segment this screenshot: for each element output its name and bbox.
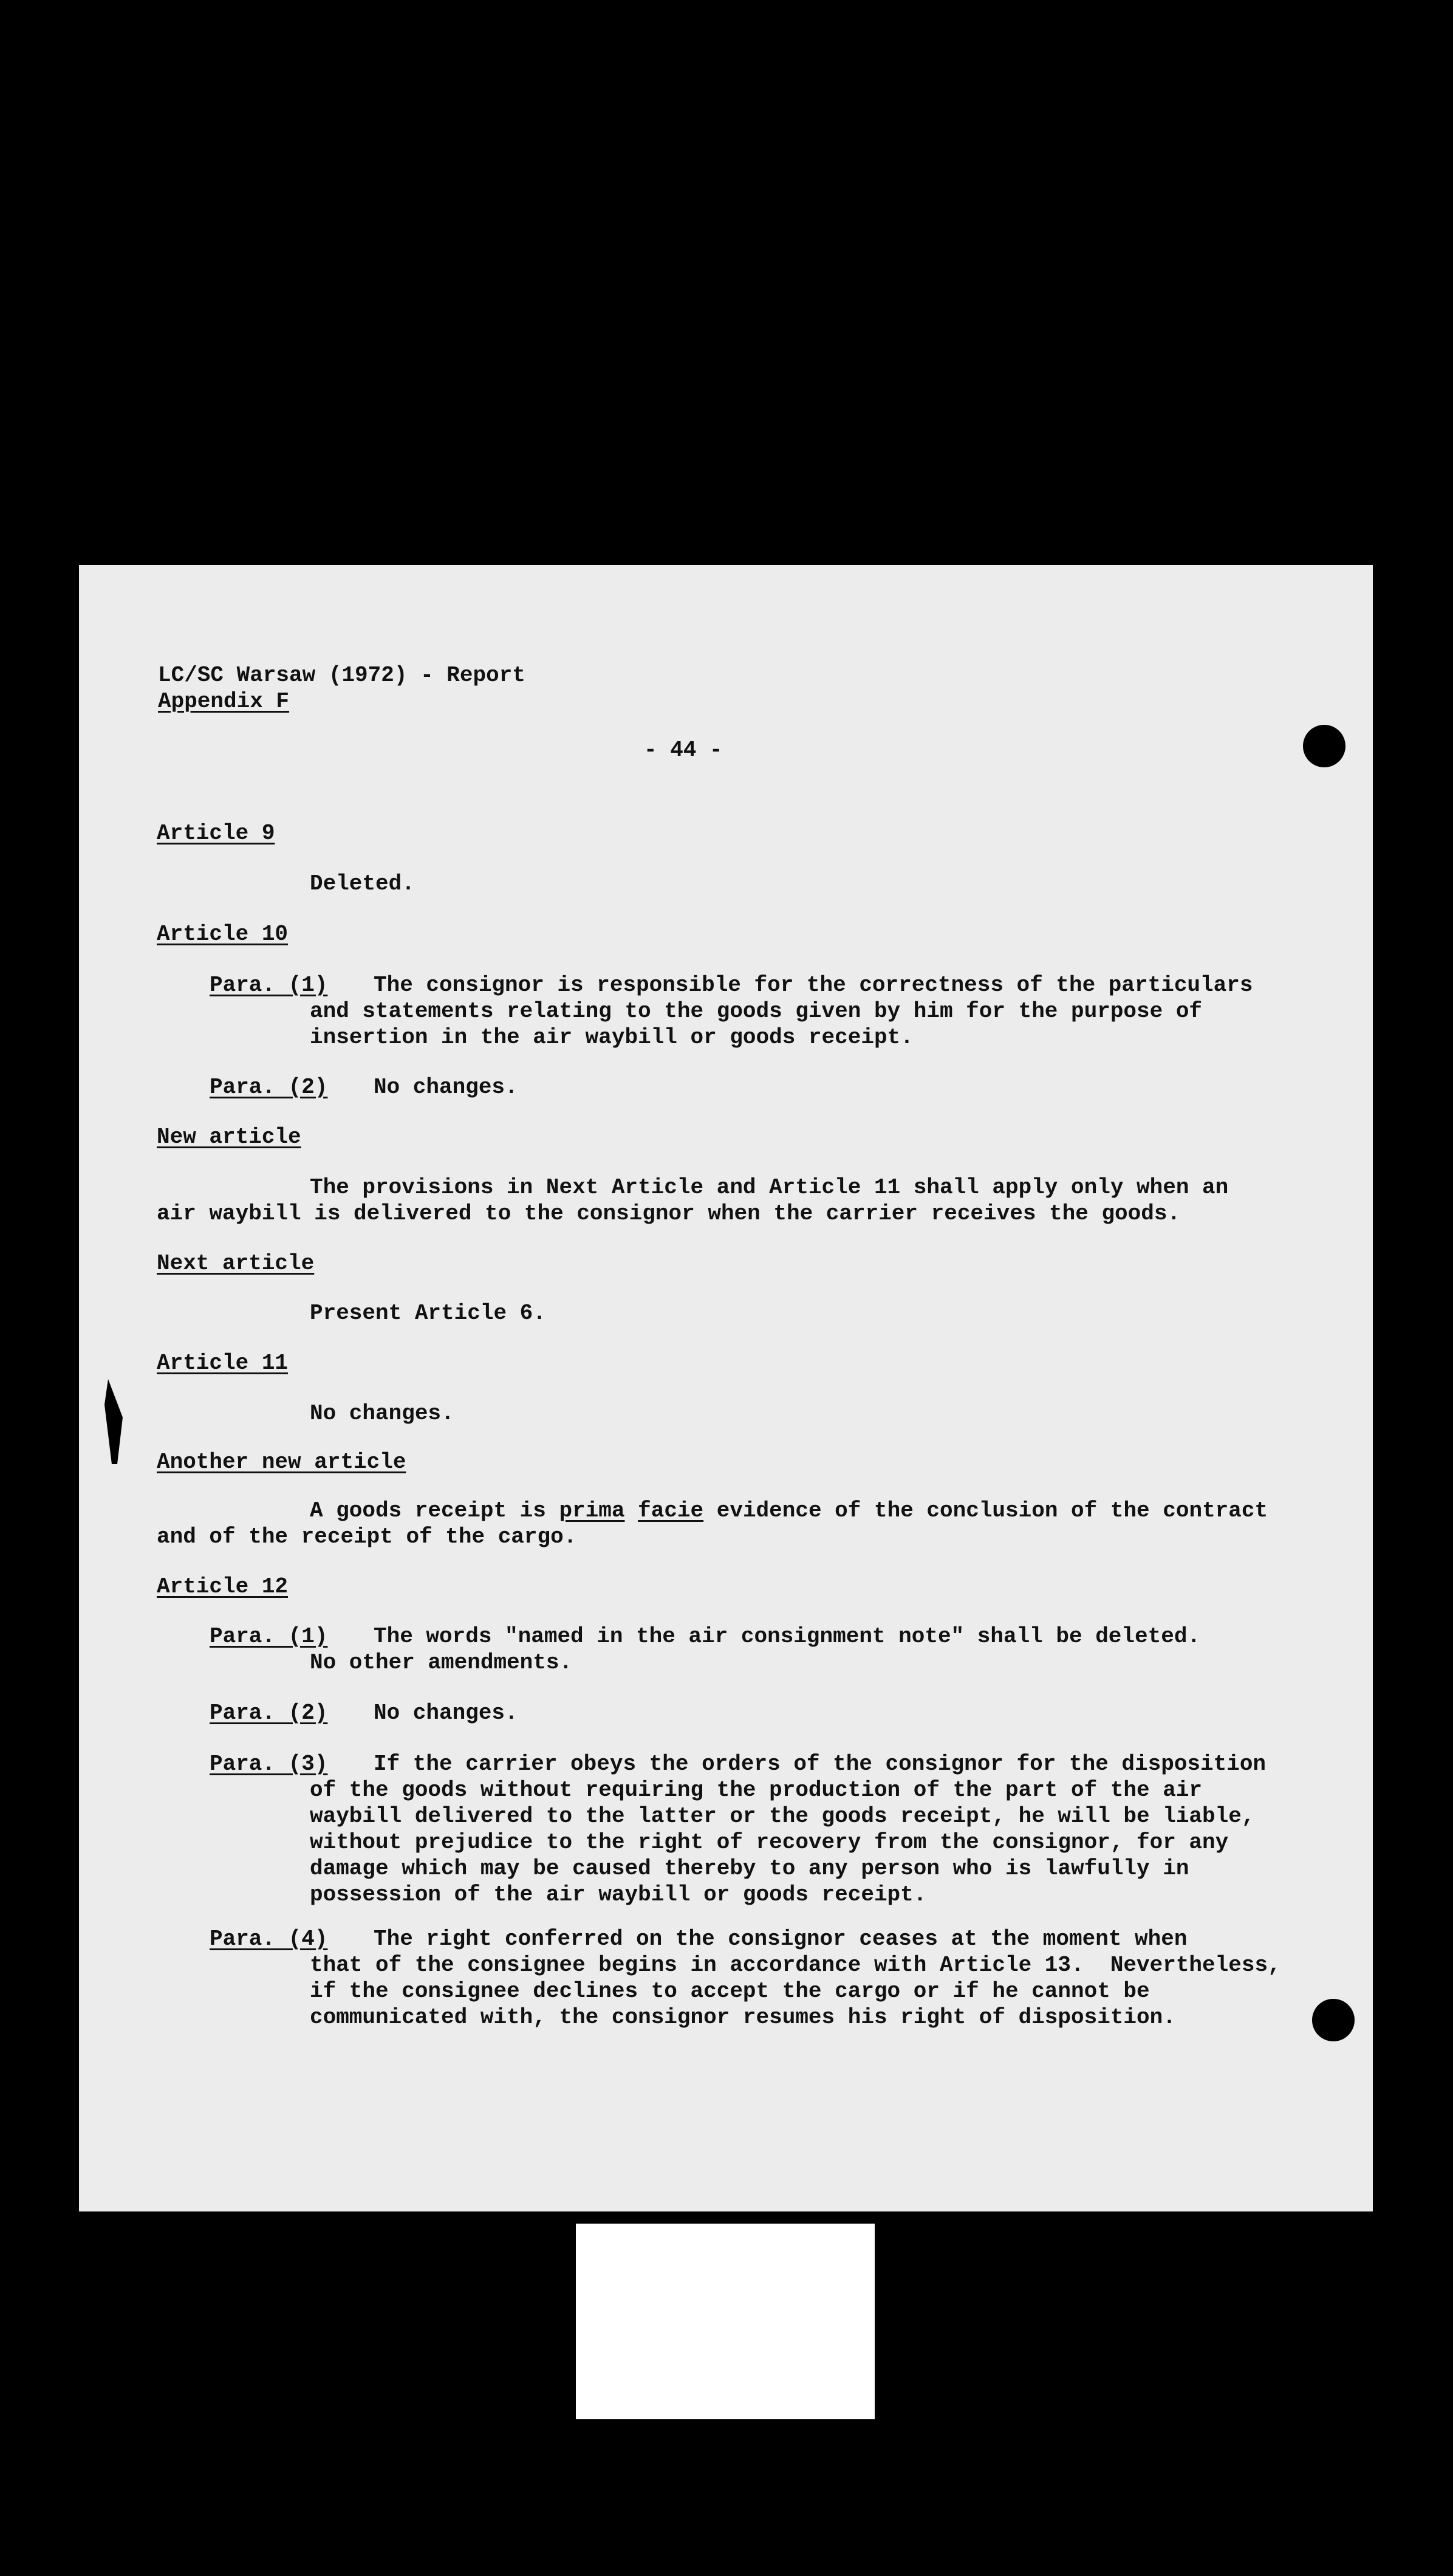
article-10-para-1-label: Para. (1) [210, 973, 328, 998]
article-12-para-3-label: Para. (3) [210, 1752, 328, 1776]
article-12-para-4-line-4: communicated with, the consignor resumes his right of disposition. [310, 2005, 1176, 2030]
another-new-article-line-1-start: A goods receipt is [310, 1498, 559, 1523]
another-new-article-heading: Another new article [157, 1450, 406, 1475]
next-article-text: Present Article 6. [310, 1301, 546, 1326]
article-12-para-1-line-2: No other amendments. [310, 1650, 573, 1675]
article-10-para-2-text: No changes. [374, 1075, 518, 1100]
article-12-para-2-text: No changes. [374, 1701, 518, 1725]
report-title: LC/SC Warsaw (1972) - Report [158, 663, 525, 688]
article-11-text: No changes. [310, 1401, 454, 1426]
article-12-para-3-line-4: without prejudice to the right of recovery from the consignor, for any [310, 1830, 1229, 1855]
document-page [79, 565, 1373, 2211]
article-12-para-4-label: Para. (4) [210, 1927, 328, 1951]
article-12-para-3-line-6: possession of the air waybill or goods receipt. [310, 1882, 927, 1907]
another-new-article-line-2: and of the receipt of the cargo. [157, 1524, 577, 1549]
blank-label-card [576, 2224, 875, 2419]
appendix-label: Appendix F [158, 689, 290, 714]
article-9-text: Deleted. [310, 871, 415, 896]
article-10-para-1-line-1: The consignor is responsible for the correctness of the particulars [374, 973, 1253, 998]
another-new-article-line-1-end: evidence of the conclusion of the contract [703, 1498, 1268, 1523]
article-10-para-1-line-3: insertion in the air waybill or goods receipt. [310, 1025, 914, 1050]
document-body [79, 565, 1373, 2211]
article-12-para-3-line-2: of the goods without requiring the production of the part of the air [310, 1778, 1203, 1803]
article-12-para-2-label: Para. (2) [210, 1701, 328, 1725]
article-12-para-1-line-1: The words "named in the air consignment note" shall be deleted. [374, 1624, 1201, 1649]
another-new-article-line-1 [310, 1498, 1268, 1524]
prima-word: prima [559, 1498, 625, 1523]
facie-word: facie [638, 1498, 704, 1523]
article-12-para-3-line-1: If the carrier obeys the orders of the consignor for the disposition [374, 1752, 1267, 1776]
article-12-para-4-line-3: if the consignee declines to accept the cargo or if he cannot be [310, 1979, 1150, 2004]
new-article-line-2: air waybill is delivered to the consignor when the carrier receives the goods. [157, 1201, 1181, 1226]
article-12-heading: Article 12 [157, 1574, 289, 1599]
new-article-line-1: The provisions in Next Article and Article 11 shall apply only when an [310, 1175, 1229, 1200]
next-article-heading: Next article [157, 1251, 315, 1276]
article-10-para-1-line-2: and statements relating to the goods given by him for the purpose of [310, 999, 1203, 1024]
article-9-heading: Article 9 [157, 821, 275, 846]
article-12-para-3-line-5: damage which may be caused thereby to any person who is lawfully in [310, 1856, 1189, 1881]
article-12-para-1-label: Para. (1) [210, 1624, 328, 1649]
article-12-para-4-line-1: The right conferred on the consignor ceases at the moment when [374, 1927, 1188, 1951]
article-12-para-3-line-3: waybill delivered to the latter or the goods receipt, he will be liable, [310, 1804, 1255, 1829]
new-article-heading: New article [157, 1125, 301, 1149]
article-10-heading: Article 10 [157, 922, 289, 947]
article-10-para-2-label: Para. (2) [210, 1075, 328, 1100]
article-11-heading: Article 11 [157, 1351, 289, 1375]
article-12-para-4-line-2: that of the consignee begins in accordance with Article 13. Nevertheless, [310, 1953, 1281, 1978]
page-number: - 44 - [644, 738, 723, 762]
